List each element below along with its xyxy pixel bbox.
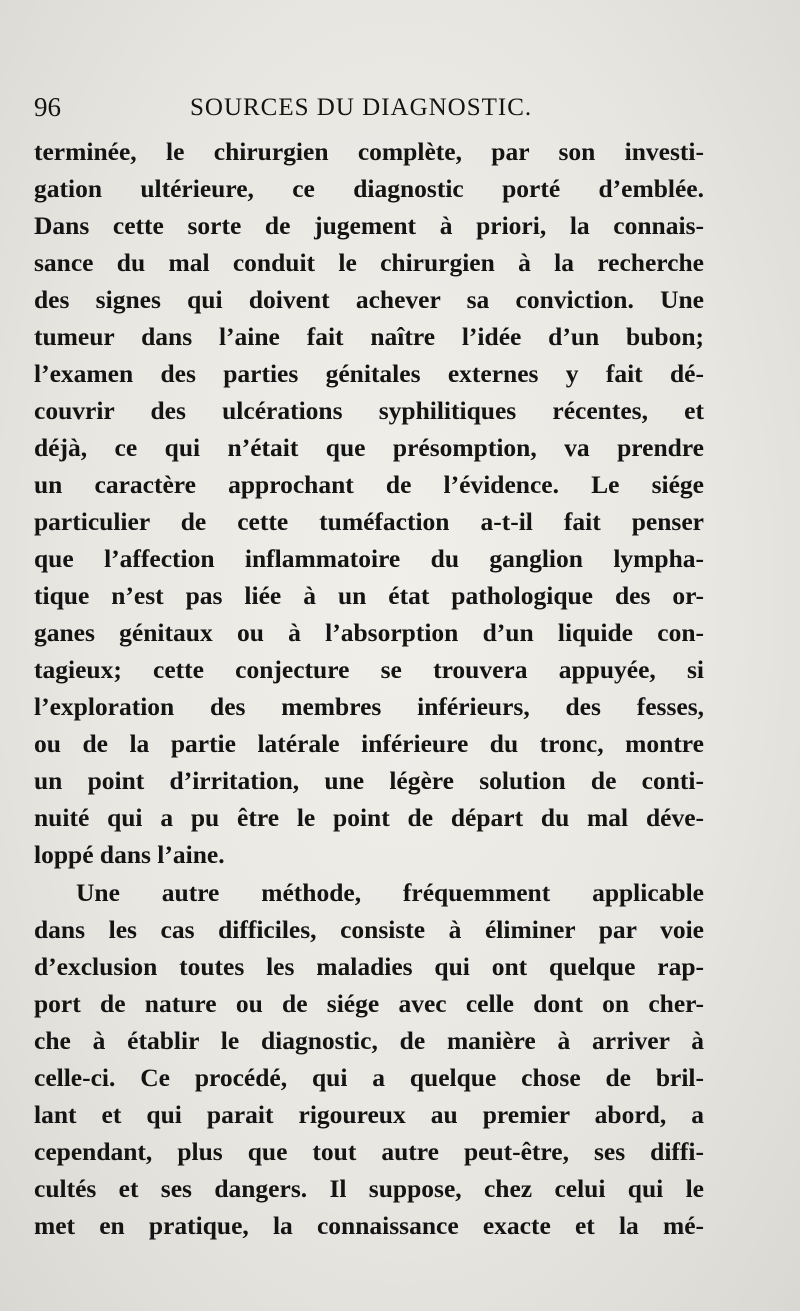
text-line: tagieux; cette conjecture se trouvera appuyée, si bbox=[34, 655, 704, 684]
running-title: SOURCES DU DIAGNOSTIC. bbox=[190, 94, 533, 121]
text-line: des signes qui doivent achever sa conviction. Une bbox=[34, 285, 704, 314]
text-line: dans les cas difficiles, consiste à éliminer par voie bbox=[34, 915, 704, 944]
text-line: déjà, ce qui n’était que présomption, va prendre bbox=[34, 433, 704, 462]
text-line: tique n’est pas liée à un état pathologique des or- bbox=[34, 581, 704, 610]
text-line: particulier de cette tuméfaction a-t-il fait penser bbox=[34, 507, 704, 536]
text-line: l’examen des parties génitales externes y fait dé- bbox=[34, 359, 704, 388]
body-text bbox=[34, 133, 704, 1244]
text-line: couvrir des ulcérations syphilitiques récentes, et bbox=[34, 396, 704, 425]
text-line: que l’affection inflammatoire du ganglion lympha- bbox=[34, 544, 704, 573]
text-line: un caractère approchant de l’évidence. Le siége bbox=[34, 470, 704, 499]
text-line: lant et qui parait rigoureux au premier abord, a bbox=[34, 1100, 704, 1129]
text-line: nuité qui a pu être le point de départ du mal déve- bbox=[34, 803, 704, 832]
text-line: cependant, plus que tout autre peut-être, ses diffi- bbox=[34, 1137, 704, 1166]
text-line: port de nature ou de siége avec celle dont on cher- bbox=[34, 989, 704, 1018]
text-line: met en pratique, la connaissance exacte et la mé- bbox=[34, 1211, 704, 1240]
text-line: un point d’irritation, une légère solution de conti- bbox=[34, 766, 704, 795]
text-line: che à établir le diagnostic, de manière à arriver à bbox=[34, 1026, 704, 1055]
page-header bbox=[34, 88, 734, 128]
text-line: Dans cette sorte de jugement à priori, la connais- bbox=[34, 211, 704, 240]
text-line: terminée, le chirurgien complète, par son investi- bbox=[34, 137, 704, 166]
text-line: celle-ci. Ce procédé, qui a quelque chose de bril- bbox=[34, 1063, 704, 1092]
text-line: l’exploration des membres inférieurs, des fesses, bbox=[34, 692, 704, 721]
text-line: tumeur dans l’aine fait naître l’idée d’un bubon; bbox=[34, 322, 704, 351]
text-line: gation ultérieure, ce diagnostic porté d’emblée. bbox=[34, 174, 704, 203]
text-line: sance du mal conduit le chirurgien à la recherche bbox=[34, 248, 704, 277]
text-line: loppé dans l’aine. bbox=[34, 840, 225, 869]
text-line: d’exclusion toutes les maladies qui ont quelque rap- bbox=[34, 952, 704, 981]
text-line: ou de la partie latérale inférieure du tronc, montre bbox=[34, 729, 704, 758]
text-line: cultés et ses dangers. Il suppose, chez celui qui le bbox=[34, 1174, 704, 1203]
page-number: 96 bbox=[34, 92, 61, 122]
paragraph-start-line: Une autre méthode, fréquemment applicable bbox=[76, 878, 704, 907]
text-line: ganes génitaux ou à l’absorption d’un liquide con- bbox=[34, 618, 704, 647]
